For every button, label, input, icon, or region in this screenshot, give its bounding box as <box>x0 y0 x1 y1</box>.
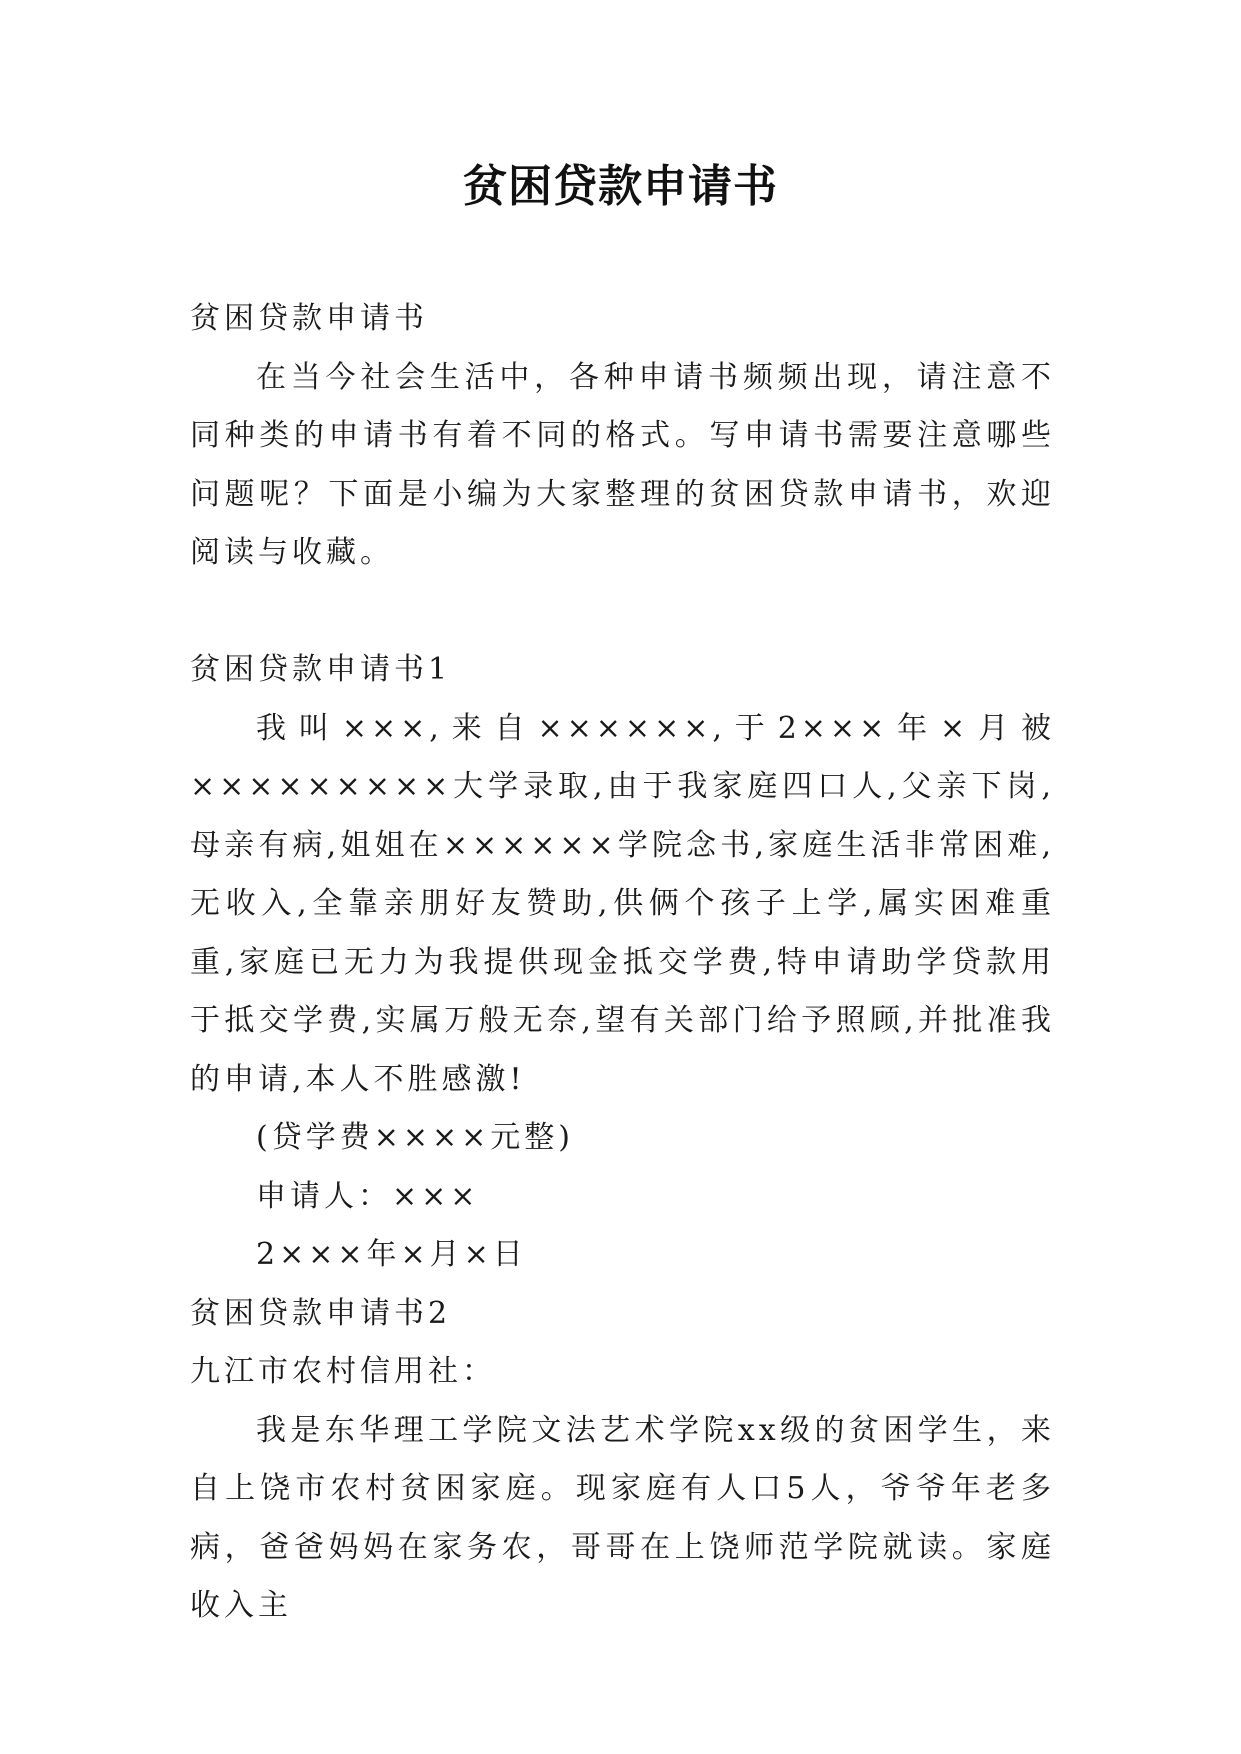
section2-heading: 贫困贷款申请书2 <box>190 1295 452 1331</box>
applicant-line: 申请人：××× <box>256 1178 480 1214</box>
intro-heading: 贫困贷款申请书 <box>190 301 428 336</box>
date-line: 2×××年×月×日 <box>256 1237 527 1272</box>
section2-paragraph: 我是东华理工学院文法艺术学院xx级的贫困学生，来自上饶市农村贫困家庭。现家庭有人口5人，爷爷年老多病，爸爸妈妈在家务农，哥哥在上饶师范学院就读。家庭收入主 <box>190 1412 1055 1623</box>
blank-line <box>190 583 1055 642</box>
document-title: 贫困贷款申请书 <box>463 161 778 212</box>
addressee-line: 九江市农村信用社： <box>190 1354 496 1389</box>
document-body <box>190 290 1055 1636</box>
loan-note: (贷学费××××元整) <box>256 1120 574 1155</box>
intro-paragraph: 在当今社会生活中，各种申请书频频出现，请注意不同种类的申请书有着不同的格式。写申请书需要注意哪些问题呢？下面是小编为大家整理的贫困贷款申请书，欢迎阅读与收藏。 <box>190 359 1055 570</box>
section1-paragraph: 我叫×××,来自××××××,于2×××年×月被×××××××××大学录取,由于我家庭四口人,父亲下岗,母亲有病,姐姐在××××××学院念书,家庭生活非常困难,无收入,全靠亲朋好友赞助,供俩个孩子上学,属实困难重重,家庭已无力为我提供现金抵交学费,特申请助学贷款用于抵交学费,实属万般无奈,望有关部门给予照顾,并批准我的申请,本人不胜感激! <box>190 710 1055 1097</box>
section1-heading: 贫困贷款申请书1 <box>190 652 452 687</box>
